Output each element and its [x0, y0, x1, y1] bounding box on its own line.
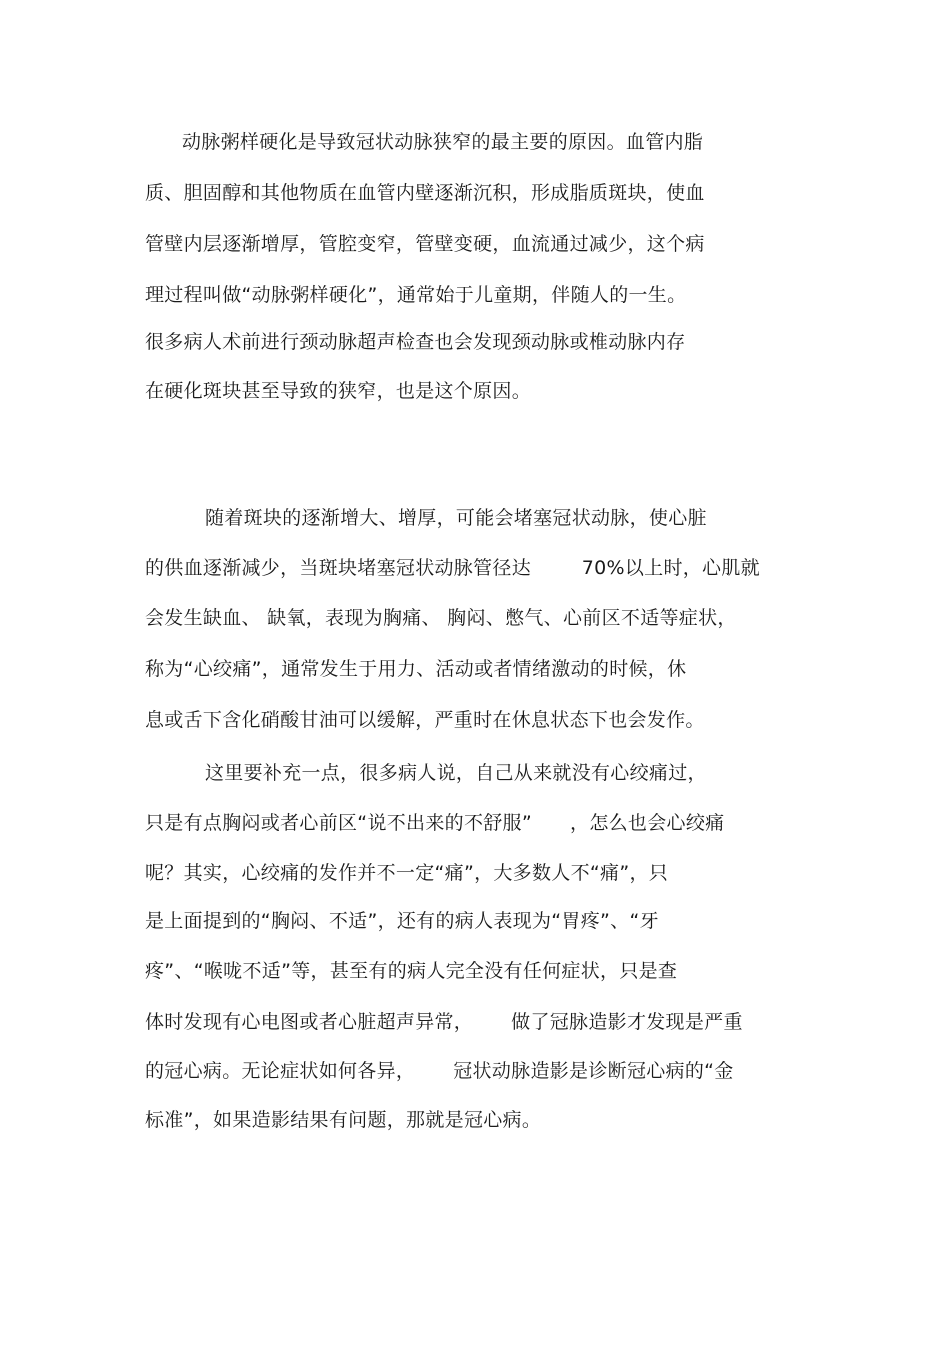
paragraph-2-line-3: 会发生缺血、 缺氧，表现为胸痛、 胸闷、憋气、心前区不适等症状， — [145, 607, 737, 629]
paragraph-3-line-8: 标准”，如果造影结果有问题，那就是冠心病。 — [145, 1109, 542, 1131]
paragraph-3-line-1: 这里要补充一点，很多病人说，自己从来就没有心绞痛过， — [205, 762, 707, 784]
paragraph-2-line-1: 随着斑块的逐渐增大、增厚，可能会堵塞冠状动脉，使心脏 — [205, 507, 707, 529]
paragraph-2-line-4: 称为“心绞痛”，通常发生于用力、活动或者情绪激动的时候，休 — [145, 658, 687, 680]
paragraph-2-line-5: 息或舌下含化硝酸甘油可以缓解，严重时在休息状态下也会发作。 — [145, 709, 705, 731]
paragraph-3-line-6: 体时发现有心电图或者心脏超声异常， 做了冠脉造影才发现是严重 — [145, 1011, 743, 1033]
paragraph-1-line-4: 理过程叫做“动脉粥样硬化”，通常始于儿童期，伴随人的一生。 — [145, 284, 687, 306]
paragraph-3-line-5: 疼”、“喉咙不适”等，甚至有的病人完全没有任何症状，只是查 — [145, 960, 678, 982]
paragraph-1-line-6: 在硬化斑块甚至导致的狭窄，也是这个原因。 — [145, 380, 532, 402]
paragraph-1-line-1: 动脉粥样硬化是导致冠状动脉狭窄的最主要的原因。血管内脂 — [182, 131, 704, 153]
paragraph-2-line-2: 的供血逐渐减少，当斑块堵塞冠状动脉管径达 70%以上时，心肌就 — [145, 557, 760, 579]
paragraph-3-line-7: 的冠心病。无论症状如何各异， 冠状动脉造影是诊断冠心病的“金 — [145, 1060, 734, 1082]
paragraph-3-line-4: 是上面提到的“胸闷、不适”，还有的病人表现为“胃疼”、“牙 — [145, 910, 659, 932]
paragraph-3-line-2: 只是有点胸闷或者心前区“说不出来的不舒服” ，怎么也会心绞痛 — [145, 812, 725, 834]
paragraph-1-line-2: 质、胆固醇和其他物质在血管内壁逐渐沉积，形成脂质斑块，使血 — [145, 182, 705, 204]
paragraph-1-line-5: 很多病人术前进行颈动脉超声检查也会发现颈动脉或椎动脉内存 — [145, 331, 686, 353]
paragraph-1-line-3: 管壁内层逐渐增厚，管腔变窄，管壁变硬，血流通过减少，这个病 — [145, 233, 705, 255]
paragraph-3-line-3: 呢？其实，心绞痛的发作并不一定“痛”，大多数人不“痛”，只 — [145, 862, 669, 884]
